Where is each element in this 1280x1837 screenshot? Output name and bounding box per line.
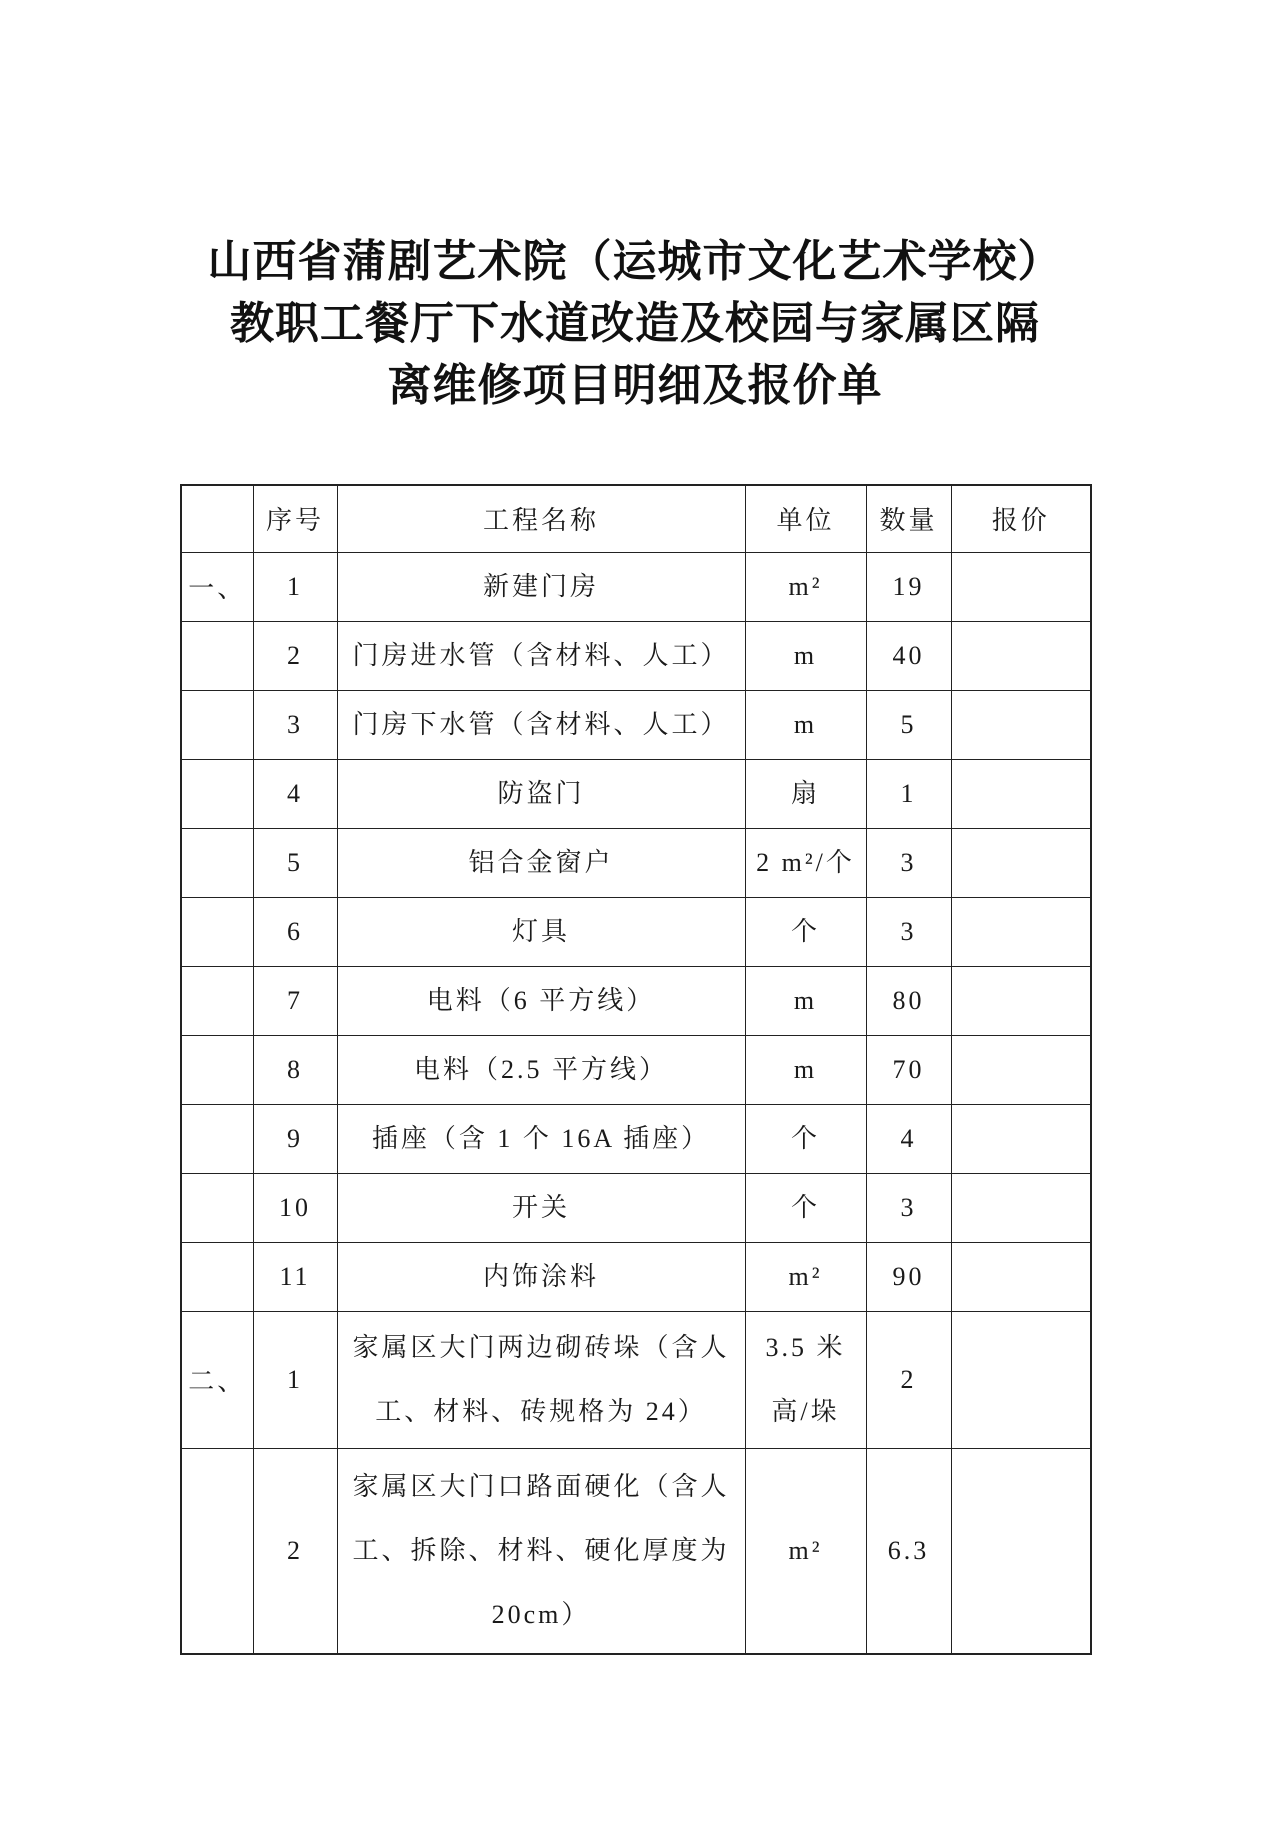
table-row [181,828,1091,897]
cell-name [337,1173,745,1242]
table-row [181,690,1091,759]
cell-seq: 11 [253,1242,337,1311]
name-line: 家属区大门两边砌砖垛（含人 [352,1332,730,1362]
cell-section [181,1173,253,1242]
unit-line: m² [788,1535,823,1565]
unit-line: m² [788,1261,823,1291]
cell-name [337,1104,745,1173]
cell-qty: 5 [866,690,951,759]
unit-line: 2 m²/个 [756,847,855,877]
name-line: 20cm） [491,1599,591,1629]
title-line-2: 教职工餐厅下水道改造及校园与家属区隔 [230,298,1040,349]
unit-line: m [793,640,818,670]
cell-section [181,1104,253,1173]
cell-seq: 9 [253,1104,337,1173]
quote-table [180,484,1092,1655]
unit-line: 个 [790,1192,820,1222]
cell-section [181,759,253,828]
cell-section [181,1242,253,1311]
title-line-3: 离维修项目明细及报价单 [387,360,883,411]
cell-unit [745,1035,866,1104]
cell-unit [745,966,866,1035]
cell-qty: 3 [866,1173,951,1242]
cell-name [337,1242,745,1311]
cell-name [337,828,745,897]
unit-line: m [793,985,818,1015]
cell-seq: 10 [253,1173,337,1242]
cell-unit [745,1173,866,1242]
cell-unit [745,552,866,621]
cell-section [181,966,253,1035]
unit-line: m [793,709,818,739]
cell-unit [745,828,866,897]
name-line: 家属区大门口路面硬化（含人 [352,1471,730,1501]
table-row [181,759,1091,828]
document-title [180,231,1090,417]
name-line: 新建门房 [482,571,599,601]
cell-price[interactable] [951,1035,1091,1104]
cell-seq: 7 [253,966,337,1035]
cell-price[interactable] [951,897,1091,966]
cell-qty: 4 [866,1104,951,1173]
cell-unit [745,1311,866,1448]
cell-qty: 19 [866,552,951,621]
header-unit: 单位 [745,485,866,552]
cell-section [181,828,253,897]
cell-price[interactable] [951,1173,1091,1242]
table-row [181,1173,1091,1242]
unit-line: 3.5 米 [765,1332,846,1362]
table-row [181,1104,1091,1173]
cell-price[interactable] [951,1311,1091,1448]
cell-qty: 2 [866,1311,951,1448]
header-name: 工程名称 [337,485,745,552]
cell-qty: 6.3 [866,1448,951,1654]
header-price: 报价 [951,485,1091,552]
cell-name [337,621,745,690]
title-line-1: 山西省蒲剧艺术院（运城市文化艺术学校） [207,236,1063,287]
cell-seq: 8 [253,1035,337,1104]
cell-qty: 1 [866,759,951,828]
cell-seq: 5 [253,828,337,897]
cell-qty: 3 [866,897,951,966]
cell-price[interactable] [951,759,1091,828]
cell-section [181,1035,253,1104]
cell-section [181,897,253,966]
cell-name [337,759,745,828]
unit-line: m² [788,571,823,601]
name-line: 开关 [511,1192,570,1222]
unit-line: 高/垛 [771,1396,840,1426]
cell-name [337,897,745,966]
name-line: 插座（含 1 个 16A 插座） [371,1123,711,1153]
cell-name [337,1035,745,1104]
cell-price[interactable] [951,621,1091,690]
cell-unit [745,690,866,759]
unit-line: 个 [790,1123,820,1153]
header-qty: 数量 [866,485,951,552]
cell-qty: 40 [866,621,951,690]
cell-qty: 90 [866,1242,951,1311]
name-line: 防盗门 [497,778,585,808]
cell-price[interactable] [951,1242,1091,1311]
cell-section [181,690,253,759]
cell-name [337,1448,745,1654]
cell-name [337,966,745,1035]
cell-seq: 1 [253,1311,337,1448]
table-row [181,966,1091,1035]
name-line: 内饰涂料 [482,1261,599,1291]
cell-price[interactable] [951,966,1091,1035]
table-row [181,552,1091,621]
name-line: 铝合金窗户 [468,847,614,877]
cell-unit [745,1242,866,1311]
cell-price[interactable] [951,1104,1091,1173]
cell-unit [745,1448,866,1654]
table-row [181,621,1091,690]
name-line: 工、拆除、材料、硬化厚度为 [352,1535,730,1565]
cell-seq: 2 [253,1448,337,1654]
unit-line: 扇 [790,778,820,808]
name-line: 工、材料、砖规格为 24） [375,1396,707,1426]
cell-price[interactable] [951,1448,1091,1654]
cell-unit [745,897,866,966]
cell-seq: 1 [253,552,337,621]
table-header-row [181,485,1091,552]
table-row [181,1448,1091,1654]
name-line: 门房下水管（含材料、人工） [352,709,730,739]
table-row [181,1035,1091,1104]
cell-seq: 4 [253,759,337,828]
name-line: 灯具 [511,916,570,946]
cell-qty: 80 [866,966,951,1035]
cell-section: 二、 [181,1311,253,1448]
cell-unit [745,759,866,828]
name-line: 门房进水管（含材料、人工） [352,640,730,670]
cell-seq: 3 [253,690,337,759]
cell-qty: 3 [866,828,951,897]
unit-line: m [793,1054,818,1084]
table-row [181,897,1091,966]
cell-name [337,552,745,621]
table-row [181,1242,1091,1311]
cell-qty: 70 [866,1035,951,1104]
cell-unit [745,1104,866,1173]
cell-section: 一、 [181,552,253,621]
table-row [181,1311,1091,1448]
cell-name [337,1311,745,1448]
header-section [181,485,253,552]
cell-unit [745,621,866,690]
unit-line: 个 [790,916,820,946]
header-seq: 序号 [253,485,337,552]
cell-price[interactable] [951,552,1091,621]
cell-section [181,621,253,690]
table-body [181,552,1091,1654]
cell-name [337,690,745,759]
cell-seq: 6 [253,897,337,966]
name-line: 电料（6 平方线） [426,985,656,1015]
cell-seq: 2 [253,621,337,690]
name-line: 电料（2.5 平方线） [413,1054,668,1084]
cell-price[interactable] [951,828,1091,897]
cell-section [181,1448,253,1654]
cell-price[interactable] [951,690,1091,759]
